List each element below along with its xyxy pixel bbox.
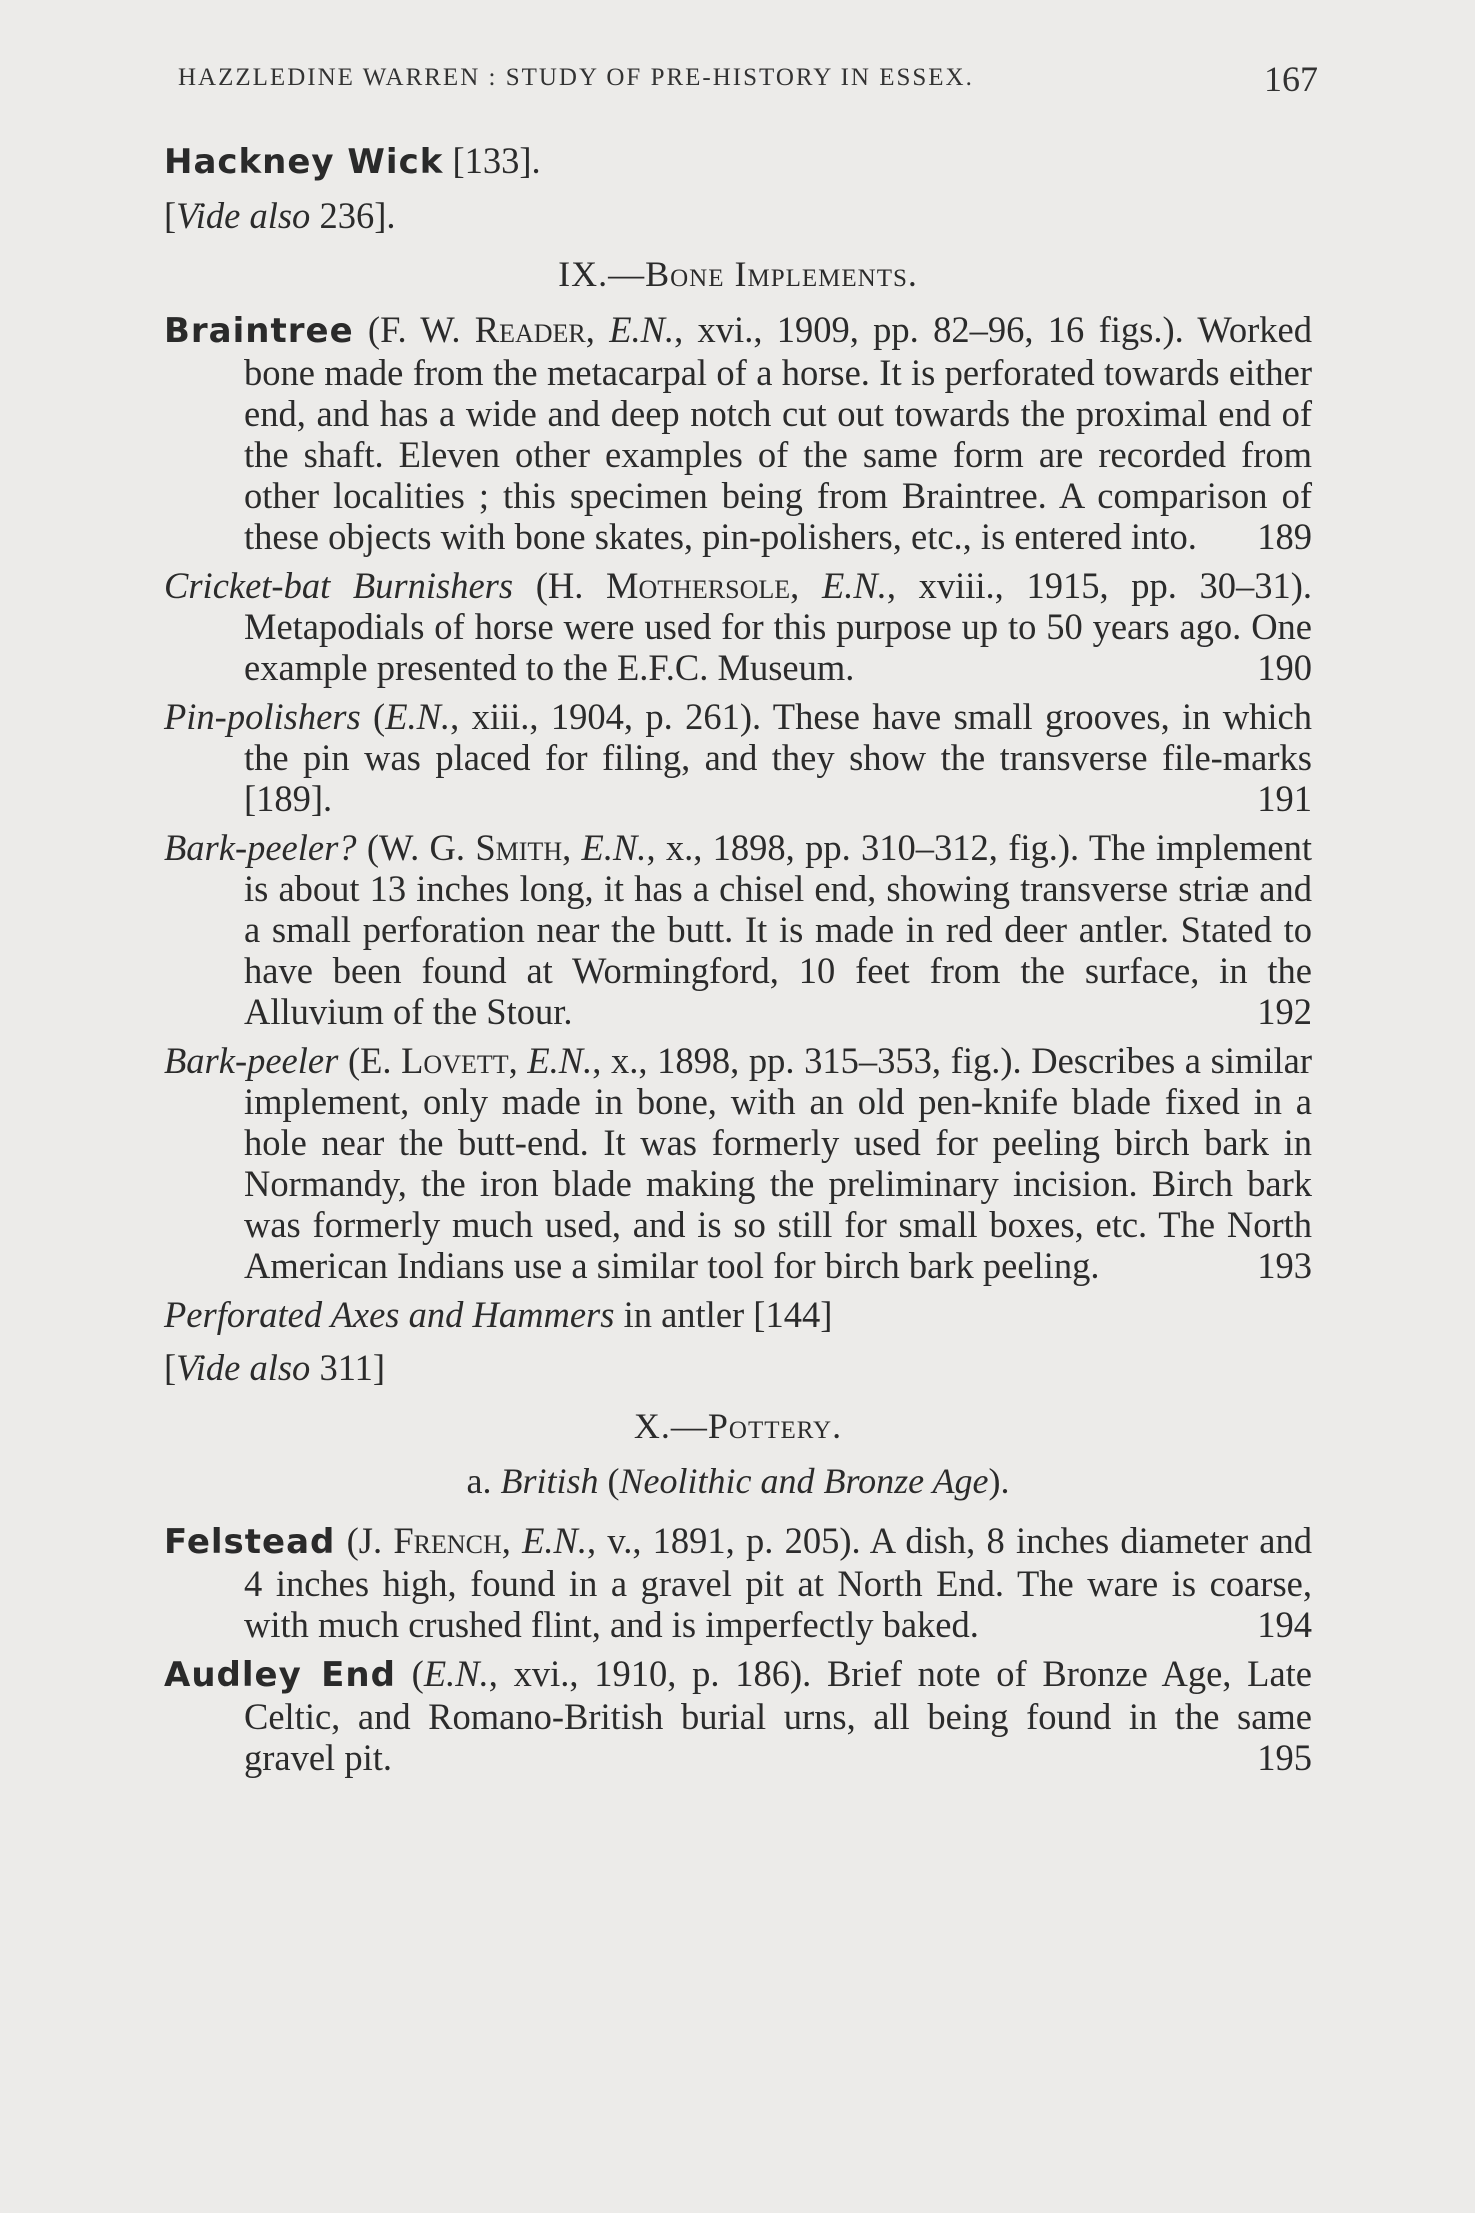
entry-hackney-wick xyxy=(164,140,1312,183)
author-name: Reader xyxy=(474,309,586,350)
entry-text: , x., 1898, pp. 315–353, fig.). Describes a similar implement, only made in bone, with an old pen-knife blade fixed in a hole near the butt-end. It was formerly used for peeling birch bark in Normandy, the iron blade making the preliminary incision. Birch bark was formerly much used, and is so still for small boxes, etc. The North American Indians use a similar tool for birch bark peeling. xyxy=(244,1040,1312,1286)
entry-text: (W. G. xyxy=(356,827,476,868)
entry-text: , xvi., 1910, p. 186). Brief note of Bronze Age, Late Celtic, and Romano-British burial urns, all being found in the same gravel pit. xyxy=(244,1653,1313,1778)
entry-text: , x., 1898, pp. 310–312, fig.). The implement is about 13 inches long, it has a chisel end, showing transverse striæ and a small perforation near the butt. It is made in red deer antler. Stated to have been found at Wormingford, 10 feet from the surface, in the Alluvium of the Stour. xyxy=(244,827,1312,1032)
entry-number: 193 xyxy=(1257,1245,1312,1286)
subsection-period: Neolithic and Bronze Age xyxy=(619,1461,989,1501)
entry-text: , xviii., 1915, pp. 30–31). Metapodials of horse were used for this purpose up to 50 years ago. One example presented to the E.F.C. Museum. xyxy=(244,565,1313,688)
entry-braintree xyxy=(164,309,1312,557)
entry-head: Felstead xyxy=(164,1522,336,1562)
entry-text: (E. xyxy=(338,1040,402,1081)
entry-head: Perforated Axes and Hammers xyxy=(164,1294,615,1335)
journal-abbrev: E.N. xyxy=(609,309,675,350)
vide-also-ref: 311] xyxy=(310,1347,385,1388)
entry-text: , xyxy=(585,309,610,350)
section-title-bone-implements: IX.—Bone Implements. xyxy=(558,254,918,294)
entry-number: 191 xyxy=(1257,778,1312,819)
entry-head: Hackney Wick xyxy=(164,142,444,182)
journal-abbrev: E.N. xyxy=(527,1040,593,1081)
subsection-british: British xyxy=(500,1461,599,1501)
subsection-paren: ). xyxy=(988,1461,1010,1501)
entry-text: , xyxy=(501,1520,523,1561)
entry-text: ( xyxy=(360,696,386,737)
entry-number: 195 xyxy=(1257,1737,1312,1778)
entry-head: Bark-peeler xyxy=(164,1040,339,1081)
entry-text: , xiii., 1904, p. 261). These have small grooves, in which the pin was placed for filing, and they show the transverse file-marks [189]. xyxy=(244,696,1312,819)
entry-number: 194 xyxy=(1257,1604,1312,1645)
entry-head: Pin-polishers xyxy=(164,696,361,737)
subsection-letter: a. xyxy=(466,1461,501,1501)
entry-text: (F. W. xyxy=(353,309,475,350)
journal-abbrev: E.N. xyxy=(522,1520,587,1561)
vide-also-line xyxy=(164,195,1312,236)
vide-also-line xyxy=(164,1347,1312,1388)
entry-number: 189 xyxy=(1257,516,1312,557)
author-name: French xyxy=(393,1520,502,1561)
journal-abbrev: E.N. xyxy=(423,1653,489,1694)
entry-text: , xvi., 1909, pp. 82–96, 16 figs.). Worked bone made from the metacarpal of a horse. It is perforated towards either end, and has a wide and deep notch cut out towards the proximal end of the shaft. Eleven other examples of the same form are recorded from other localities ; this specimen being from Braintree. A comparison of these objects with bone skates, pin-polishers, etc., is entered into. xyxy=(244,309,1313,557)
vide-also-label: Vide also xyxy=(176,1347,311,1388)
entry-bark-peeler-smith xyxy=(164,827,1312,1032)
entry-cricket-bat-burnishers xyxy=(164,565,1312,688)
entry-text: , xyxy=(790,565,822,606)
entry-number: 192 xyxy=(1257,991,1312,1032)
journal-abbrev: E.N. xyxy=(581,827,647,868)
entry-pin-polishers xyxy=(164,696,1312,819)
subsection-paren: ( xyxy=(598,1461,620,1501)
subsection-title xyxy=(164,1461,1312,1502)
running-head xyxy=(178,59,1318,99)
entry-ref: [133]. xyxy=(452,140,541,181)
author-name: Smith xyxy=(475,827,563,868)
running-head-title: HAZZLEDINE WARREN : STUDY OF PRE-HISTORY IN ESSEX. xyxy=(178,64,974,91)
entry-bark-peeler-lovett xyxy=(164,1040,1312,1286)
entry-text: , xyxy=(508,1040,528,1081)
author-name: Mothersole xyxy=(606,565,791,606)
entry-text: ( xyxy=(395,1653,424,1694)
journal-abbrev: E.N. xyxy=(821,565,887,606)
bracket-open: [ xyxy=(164,1347,177,1388)
vide-also-ref: 236]. xyxy=(310,195,396,236)
entry-text: (H. xyxy=(513,565,607,606)
entry-text: in antler [144] xyxy=(614,1294,833,1335)
entry-head: Braintree xyxy=(164,311,354,351)
bracket-open: [ xyxy=(164,195,177,236)
entry-text: , xyxy=(562,827,582,868)
entry-felstead xyxy=(164,1520,1312,1645)
entry-text: (J. xyxy=(335,1520,394,1561)
entry-text: , v., 1891, p. 205). A dish, 8 inches diameter and 4 inches high, found in a gravel pit at North End. The ware is coarse, with much crushed flint, and is imperfectly baked. xyxy=(244,1520,1313,1645)
page-content xyxy=(164,140,1312,1786)
page-number: 167 xyxy=(1264,59,1318,99)
entry-number: 190 xyxy=(1257,647,1312,688)
journal-abbrev: E.N. xyxy=(385,696,451,737)
section-title-pottery: X.—Pottery. xyxy=(633,1406,843,1446)
entry-perforated-axes xyxy=(164,1294,1312,1335)
author-name: Lovett xyxy=(401,1040,509,1081)
vide-also-label: Vide also xyxy=(176,195,311,236)
entry-head: Audley End xyxy=(164,1655,396,1695)
entry-head: Cricket-bat Burnishers xyxy=(164,565,514,606)
entry-audley-end xyxy=(164,1653,1312,1778)
entry-head: Bark-peeler? xyxy=(164,827,357,868)
